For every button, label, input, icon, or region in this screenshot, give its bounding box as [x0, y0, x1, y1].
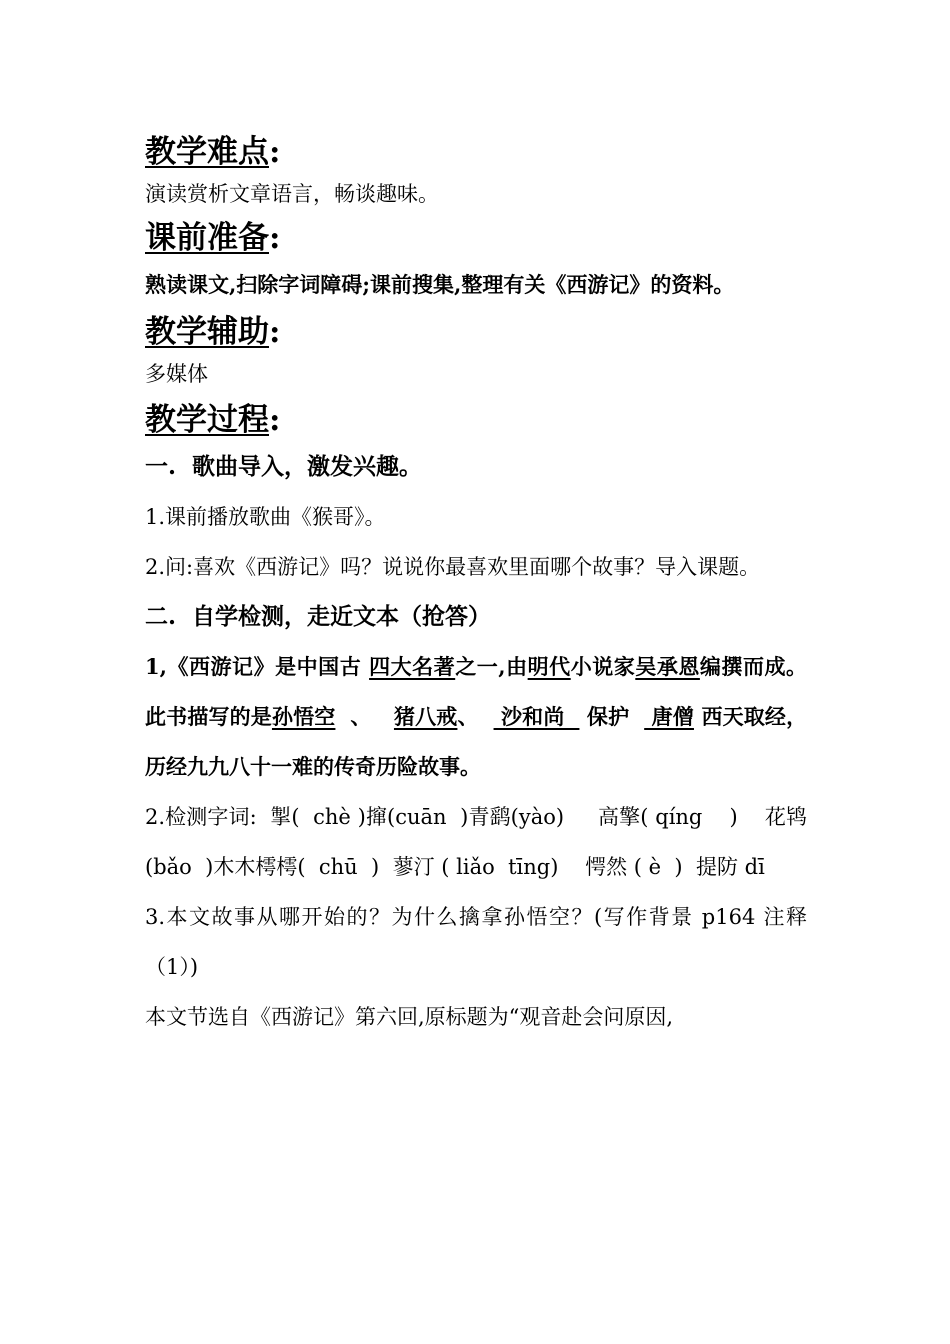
section1-item1: 1.课前播放歌曲《猴哥》。: [145, 505, 386, 529]
q1-text: 、: [457, 704, 494, 729]
section1-item2: 2.问:喜欢《西游记》吗？说说你最喜欢里面哪个故事？导入课题。: [145, 555, 761, 579]
answer-character-3: 沙和尚: [493, 704, 580, 729]
preparation-text: 熟读课文,扫除字词障碍;课前搜集,整理有关《西游记》的资料。: [145, 272, 735, 297]
q1-text: 编撰而成。此书描写的是: [145, 654, 808, 729]
answer-four-classics: 四大名著: [369, 654, 456, 679]
q1-text: 小说家: [570, 654, 636, 679]
heading-process-text: 教学过程: [145, 402, 269, 438]
answer-character-2: 猪八戒: [393, 704, 458, 729]
heading-colon: :: [269, 134, 281, 170]
heading-aids: [145, 310, 807, 354]
aids-text: 多媒体: [145, 362, 208, 386]
heading-preparation: [145, 216, 807, 260]
q1-text: 之一,由: [455, 654, 528, 679]
heading-difficulty-text: 教学难点: [145, 134, 269, 170]
answer-dynasty: 明代: [527, 654, 571, 679]
heading-process: [145, 398, 807, 442]
heading-colon: :: [269, 402, 281, 438]
q1-text: 西天取经，历经九九八十一难的传奇历险故事。: [145, 704, 808, 779]
heading-aids-text: 教学辅助: [145, 314, 269, 350]
question4: 本文节选自《西游记》第六回,原标题为“观音赴会问原因,: [145, 1005, 674, 1029]
document-content: [145, 130, 807, 1042]
answer-author: 吴承恩: [635, 654, 700, 679]
heading-difficulty: [145, 130, 807, 174]
q1-text: 、: [335, 704, 394, 729]
answer-character-4: 唐僧: [644, 704, 694, 729]
heading-colon: :: [269, 314, 281, 350]
question3: 3.本文故事从哪开始的？为什么擒拿孙悟空？(写作背景 p164 注释（1）): [145, 905, 807, 979]
question2: 2.检测字词: 掣( chè )撺(cuān )青鹞(yào) 高擎( qíng ) 花鸨(bǎo )木木樗樗( chū ) 蓼汀 ( liǎo tīng) 愕然 ( è ) 提防 dī: [145, 805, 807, 879]
heading-colon: :: [269, 220, 281, 256]
question1: [145, 642, 807, 792]
q1-text: 1,《西游记》是中国古: [145, 654, 370, 679]
section2-title: 二. 自学检测，走近文本（抢答）: [145, 603, 492, 630]
answer-character-1: 孙悟空: [271, 704, 336, 729]
q1-text: 保护: [579, 704, 645, 729]
heading-preparation-text: 课前准备: [145, 220, 269, 256]
difficulty-text: 演读赏析文章语言，畅谈趣味。: [145, 182, 439, 206]
section1-title: 一. 歌曲导入，激发兴趣。: [145, 453, 423, 480]
